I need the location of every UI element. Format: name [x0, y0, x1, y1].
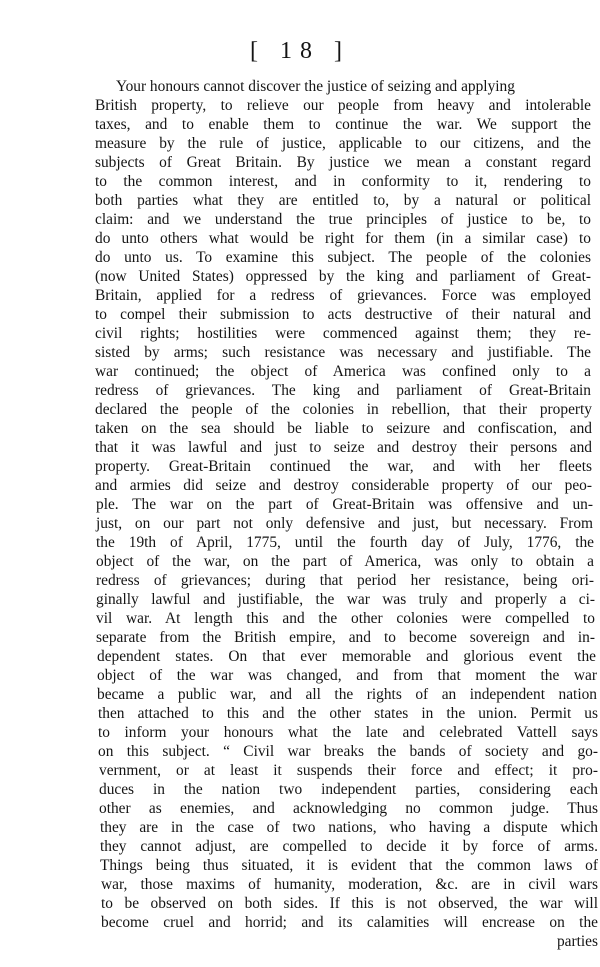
text-line: Britain, applied for a redress of grievances. Force was employed [95, 287, 591, 304]
text-line: measure by the rule of justice, applicable to our citizens, and the [95, 135, 591, 152]
text-line: taxes, and to enable them to continue the war. We support the [95, 116, 591, 133]
text-line: war continued; the object of America was confined only to a [95, 363, 591, 380]
text-line: object of the war was changed, and from that moment the war [97, 667, 597, 684]
text-line: separate from the British empire, and to become sovereign and in- [96, 629, 595, 646]
text-line: become cruel and horrid; and its calamities will encrease on the [101, 914, 598, 931]
text-line: they are in the case of two nations, who having a dispute which [100, 819, 598, 836]
text-line: redress of grievances. The king and parliament of Great-Britain [95, 382, 591, 399]
text-line: (now United States) oppressed by the king and parliament of Great- [95, 268, 591, 285]
text-line: object of the war, on the part of America, was only to obtain a [96, 553, 594, 570]
text-line: taken on the sea should be liable to seizure and confiscation, and [95, 420, 592, 437]
text-line: to inform your honours what the late and celebrated Vattell says [98, 724, 598, 741]
text-line: then attached to this and the other states in the union. Permit us [98, 705, 598, 722]
text-line: on this subject. “ Civil war breaks the bands of society and go- [98, 743, 598, 760]
text-line: claim: and we understand the true principles of justice to be, to [95, 211, 591, 228]
catchword: parties [556, 933, 598, 950]
text-line: and armies did seize and destroy considerable property of our peo- [95, 477, 592, 494]
text-line: do unto others what would be right for them (in a similar case) to [95, 230, 591, 247]
text-line: just, on our part not only defensive and just, but necessary. From [96, 515, 593, 532]
text-line: the 19th of April, 1775, until the fourth day of July, 1776, the [96, 534, 594, 551]
text-line: British property, to relieve our people from heavy and intolerable [95, 97, 591, 114]
text-line: ple. The war on the part of Great-Britain was offensive and un- [96, 496, 593, 513]
text-line: Things being thus situated, it is evident that the common laws of [100, 857, 598, 874]
text-line: vil war. At length this and the other colonies were compelled to [96, 610, 595, 627]
text-line: duces in the nation two independent parties, considering each [99, 781, 598, 798]
text-line: civil rights; hostilities were commenced against them; they re- [95, 325, 591, 342]
text-line: Your honours cannot discover the justice of seizing and applying [116, 78, 515, 95]
text-line: to compel their submission to acts destructive of their natural and [95, 306, 591, 323]
text-line: they cannot adjust, are compelled to decide it by force of arms. [100, 838, 598, 855]
text-line: subjects of Great Britain. By justice we mean a constant regard [95, 154, 591, 171]
text-line: to the common interest, and in conformity to it, rendering to [95, 173, 591, 190]
text-line: war, those maxims of humanity, moderation, &c. are in civil wars [101, 876, 598, 893]
text-line: that it was lawful and just to seize and destroy their persons and [95, 439, 592, 456]
text-line: became a public war, and all the rights of an independent nation [97, 686, 597, 703]
text-line: ginally lawful and justifiable, the war was truly and properly a ci- [96, 591, 595, 608]
text-line: both parties what they are entitled to, by a natural or political [95, 192, 591, 209]
text-line: vernment, or at least it suspends their force and effect; it pro- [99, 762, 598, 779]
text-line: redress of grievances; during that period her resistance, being ori- [96, 572, 594, 589]
text-line: dependent states. On that ever memorable and glorious event the [97, 648, 596, 665]
page-number: [ 18 ] [250, 38, 350, 64]
text-line: to be observed on both sides. If this is not observed, the war will [101, 895, 598, 912]
text-line: property. Great-Britain continued the war, and with her fleets [95, 458, 592, 475]
text-line: declared the people of the colonies in rebellion, that their property [95, 401, 592, 418]
text-line: other as enemies, and acknowledging no common judge. Thus [99, 800, 598, 817]
text-line: do unto us. To examine this subject. The people of the colonies [95, 249, 591, 266]
text-line: sisted by arms; such resistance was necessary and justifiable. The [95, 344, 591, 361]
